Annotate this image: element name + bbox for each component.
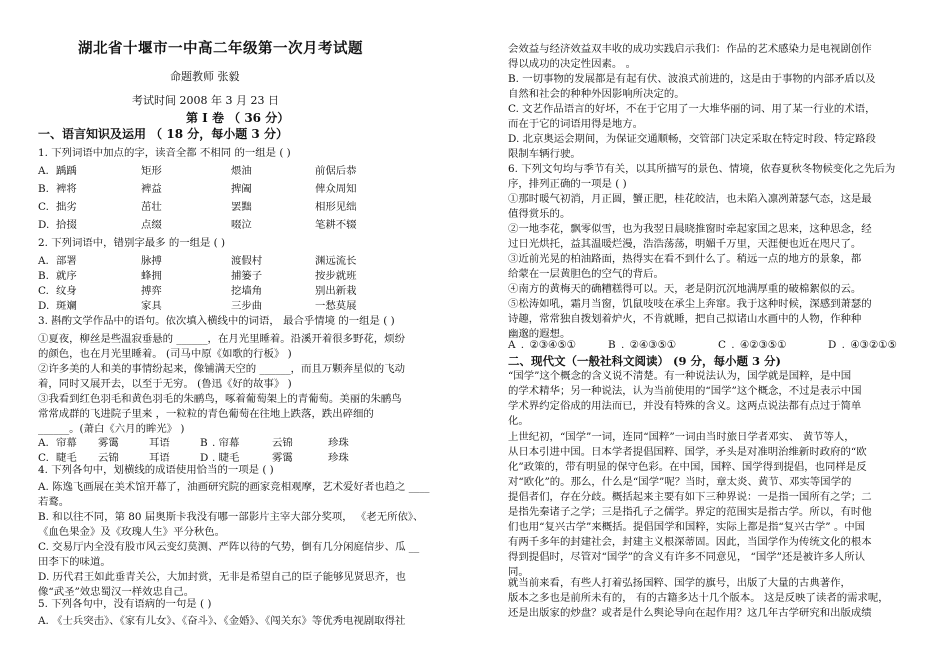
paragraph-line: 对“欧化”的。那么，什么是“国学”呢？当时，章太炎、黄节、邓实等国学的	[508, 476, 852, 488]
option-cell: 珍珠	[328, 452, 349, 464]
section-one-heading: 一、语言知识及运用 （ 18 分，每小题 3 分）	[38, 127, 288, 141]
paragraph-line: 就当前来看，有些人打着弘扬国粹、国学的旗号，出版了大量的古典著作，	[508, 577, 851, 589]
option-cell: 踽踽	[56, 165, 77, 177]
exam-title: 湖北省十堰市一中高二年级第一次月考试题	[78, 40, 363, 57]
option-cell: 煨油	[231, 165, 252, 177]
option-cell: 渊远流长	[315, 255, 357, 267]
paragraph-line: 化”政策的，带有明显的保守色彩。在中国，国粹、国学得到提倡，也同样是反	[508, 461, 867, 473]
option-cell: 部署	[56, 255, 77, 267]
text-line: ③近前光晃的柏油路面，热得实在看不到什么了。稍远一点的地方的景象，都	[508, 253, 862, 265]
question-1: 1. 下列词语中加点的字，读音全都 不相同 的一组是 ( )	[38, 147, 291, 159]
text-line: 序，排列正确的一项是 ( )	[508, 178, 627, 190]
passage-line: 着，同时又展开去，以至于无穷。 (鲁迅《好的故事》 )	[38, 378, 292, 390]
text-line: ①那时暖气初消，月正圆，蟹正肥，桂花皎洁，也未陷入凛冽萧瑟气态，这是最	[508, 193, 872, 205]
option-cell: 一愁莫展	[315, 300, 357, 312]
option-cell: 啜泣	[231, 219, 252, 231]
text-line: ②一地李花，飘零似雪，也为我翌日晨晓推窗时牵起家国之思来，这种思念，经	[508, 223, 872, 235]
option-cell: 点缀	[141, 219, 162, 231]
option-cell: B.	[38, 270, 49, 282]
paragraph-line: 还是出版家的炒盘？或者是什么舆论导向在起作用？这几年古学研究和出版成绩	[508, 607, 872, 619]
text-line: D. 北京奥运会期间，为保证交通顺畅，交管部门决定采取在特定时段、特定路段	[508, 133, 876, 145]
paragraph-line: 有两千多年的封建社会，封建主义根深蒂固。因此，当国学作为传统文化的根本	[508, 536, 872, 548]
question-5: 5. 下列各句中，没有语病的一句是 ( )	[38, 598, 212, 610]
exam-date: 考试时间 2008 年 3 月 23 日	[132, 94, 279, 107]
text-line: 诗趣，常常独自拨划着炉火，不肯就睡，把自己拟诸山水画中的人物，作种种	[508, 313, 862, 325]
option-line: D. 历代君王如此垂青关公，大加封赏，无非是希望自己的臣子能够见贤思齐，也	[38, 571, 406, 583]
option-cell: 云锦	[98, 452, 119, 464]
question-5-option-a: A. 《士兵突击》、《家有儿女》、《奋斗》、《金婚》、《闯关东》等优秀电视剧取得社	[38, 615, 406, 627]
option-cell: . 睫毛	[212, 452, 240, 464]
paragraph-line: 得到提倡时，尽管对“国学”的含义有许多不同意见， “国学”还是被许多人所认	[508, 551, 866, 563]
option-cell: 斑斓	[56, 300, 77, 312]
passage-line: ①夏夜，柳丝是些温寂垂悬的 ______，在月光里睡着。沿溪开着很多野花，烦纷	[38, 333, 405, 345]
option-cell: 别出新栽	[315, 285, 357, 297]
paragraph-line: 是指先秦诸子之学；三是指孔子之儒学。界定的范围实是指古学。所以，有时他	[508, 506, 872, 518]
passage-line: ______。(萧白《六月的眸光》 )	[38, 423, 185, 435]
option-line: B. 和以往不同，第 80 届奥斯卡我没有哪一部影片主宰大部分奖项， 《老无所依》、	[38, 511, 424, 523]
option-cell: 搏弈	[141, 285, 162, 297]
option-cell: A.	[38, 437, 49, 449]
option-cell: D.	[38, 300, 50, 312]
text-line: 得以成功的决定性因素。 。	[508, 58, 636, 70]
question-2: 2. 下列词语中，错别字最多 的一组是 ( )	[38, 237, 226, 249]
option-cell: B.	[38, 183, 49, 195]
option-cell: 矩形	[141, 165, 162, 177]
choice-option: A . ②③④⑤①	[508, 339, 576, 351]
text-line: 值得赏乐的。	[508, 208, 571, 220]
option-cell: 睫毛	[56, 452, 77, 464]
option-cell: 前倨后恭	[315, 165, 357, 177]
option-cell: 耳语	[149, 437, 170, 449]
paragraph-line: 化。	[508, 415, 529, 427]
option-cell: 相形见绌	[315, 201, 357, 213]
author-line: 命题教师 张毅	[170, 70, 240, 83]
passage-line: ②许多美的人和美的事情纷起来，像铺满天空的 ______，而且万颗奔星似的飞动	[38, 363, 405, 375]
text-line: 给蒙在一层黄胆色的空气的背后。	[508, 268, 664, 280]
text-line: 幽邈的遐想。	[508, 328, 571, 340]
option-cell: 家具	[141, 300, 162, 312]
option-cell: 蜂拥	[141, 270, 162, 282]
option-cell: 茁壮	[141, 201, 162, 213]
option-cell: 就序	[56, 270, 77, 282]
choice-option: C . ④②③⑤①	[718, 339, 787, 351]
text-line: C. 文艺作品语言的好坏，不在于它用了一大堆华丽的词、用了某一行业的术语，	[508, 103, 876, 115]
text-line: 自然和社会的种种外因影响所决定的。	[508, 88, 685, 100]
option-cell: 纹身	[56, 285, 77, 297]
option-cell: 裨益	[141, 183, 162, 195]
option-cell: A.	[38, 255, 49, 267]
option-cell: 三步曲	[231, 300, 263, 312]
choice-option: D . ④③②①⑤	[828, 339, 897, 351]
option-cell: D.	[38, 219, 50, 231]
option-cell: C.	[38, 201, 49, 213]
text-line: B. 一切事物的发展都是有起有伏、波浪式前进的，这是由于事物的内部矛盾以及	[508, 73, 876, 85]
text-line: 6. 下列文句均与季节有关，以其所描写的景色、情境，依春夏秋冬物候变化之先后为	[508, 163, 896, 175]
option-cell: 珍珠	[328, 437, 349, 449]
text-line: 会效益与经济效益双丰收的成功实践启示我们：作品的艺术感染力是电视剧创作	[508, 43, 872, 55]
option-cell: 挖墙角	[231, 285, 263, 297]
text-line: ④南方的黄梅天的确糟糕得可以。天，老是阴沉沉地满厚重的破棉絮似的云。	[508, 283, 862, 295]
question-3: 3. 斟酌文学作品中的语句。依次填入横线中的词语， 最合乎情境 的一组是 ( )	[38, 315, 395, 327]
option-line: 田李下的味道。	[38, 556, 111, 568]
paragraph-line: 们也用“复兴古学”来概括。提倡国学和国粹，实际上都是指“复兴古学” 。中国	[508, 521, 866, 533]
choice-option: B . ②④③⑤①	[608, 339, 677, 351]
paragraph-line: 提倡者们，存在分歧。概括起来主要有如下三种界说：一是指一国所有之学；二	[508, 491, 872, 503]
passage-line: ③我看到红色羽毛和黄色羽毛的朱鹂鸟，啄着葡萄架上的青葡萄。美丽的朱鹂鸟	[38, 393, 402, 405]
paragraph-line: 同。	[508, 566, 529, 578]
paragraph-line: “国学”这个概念的含义说不清楚。有一种说法认为，国学就是国粹，是中国	[508, 370, 852, 382]
option-cell: C.	[38, 452, 49, 464]
paragraph-line: 的学术精华；另一种说法，认为当前使用的“国学”这个概念，不过是表示中国	[508, 385, 862, 397]
option-cell: 拙劣	[56, 201, 77, 213]
part-one-heading: 第 I 卷 （ 36 分）	[186, 111, 290, 125]
option-cell: 雾霭	[98, 437, 119, 449]
option-cell: 按步就班	[315, 270, 357, 282]
option-cell: 俾众周知	[315, 183, 357, 195]
passage-line: 的颜色，也在月光里睡着。 (司马中原《如歌的行板》 )	[38, 348, 292, 360]
paragraph-line: 上世纪初，“国学”一词，连同“国粹”一词由当时旅日学者邓实、 黄节等人，	[508, 431, 855, 443]
option-line: 像“武圣”效忠蜀汉一样效忠自己。	[38, 586, 195, 598]
option-cell: 罢黜	[231, 201, 252, 213]
option-cell: 耳语	[149, 452, 170, 464]
option-cell: 雾霭	[272, 452, 293, 464]
option-line: 若鹜。	[38, 496, 70, 508]
option-cell: 拾掇	[56, 219, 77, 231]
paragraph-line: 从日本引进中国。日本学者提倡国粹、国学，矛头是对准明治维新时政府的“欧	[508, 446, 867, 458]
option-cell: . 帘幕	[212, 437, 240, 449]
text-line: ⑤松涛如吼，霜月当窗，饥鼠吱吱在承尘上奔窜。我于这种时候，深感到萧瑟的	[508, 298, 872, 310]
option-cell: 脉搏	[141, 255, 162, 267]
option-cell: 捕篓子	[231, 270, 263, 282]
option-line: 《血色果金》及《玫瑰人生》平分秋色。	[38, 526, 226, 538]
option-line: C. 交易厅内全没有股市风云变幻莫测、严阵以待的气势，倒有几分闲庭信步、瓜 __	[38, 541, 420, 553]
option-cell: 捭阖	[231, 183, 252, 195]
text-line: 限制车辆行驶。	[508, 148, 581, 160]
option-cell: C.	[38, 285, 49, 297]
question-4: 4. 下列各句中，划横线的成语使用恰当的一项是 ( )	[38, 464, 274, 476]
section-two-heading: 二、现代文（一般社科文阅读） (9 分，每小题 3 分)	[508, 354, 781, 368]
paragraph-line: 版本之多也是前所未有的， 有的古籍多达十几个版本。 这是反映了读者的需求呢，	[508, 592, 889, 604]
option-cell: A.	[38, 165, 49, 177]
passage-line: 常常成群的飞进院子里来 ，一粒粒的青色葡萄在往地上跌落，跌出碎细的	[38, 408, 374, 420]
option-cell: 帘幕	[56, 437, 77, 449]
option-cell: D	[200, 452, 209, 464]
paragraph-line: 学术界约定俗成的用法而已，并没有特殊的含义。这两点说法都有点过于简单	[508, 400, 862, 412]
option-cell: 渡假村	[231, 255, 263, 267]
option-cell: 笔耕不辍	[315, 219, 357, 231]
option-line: A. 陈逸飞画展在美术馆开幕了，油画研究院的画家竞相观摩，艺术爱好者也趋之 ____	[38, 481, 430, 493]
option-cell: B	[200, 437, 208, 449]
option-cell: 云锦	[272, 437, 293, 449]
text-line: 而在于它的词语用得是地方。	[508, 118, 644, 130]
text-line: 过日光烘托，益其温暖烂漫，浩浩荡荡，明媚千万里，天涯便也近在咫尺了。	[508, 238, 862, 250]
option-cell: 裨将	[56, 183, 77, 195]
